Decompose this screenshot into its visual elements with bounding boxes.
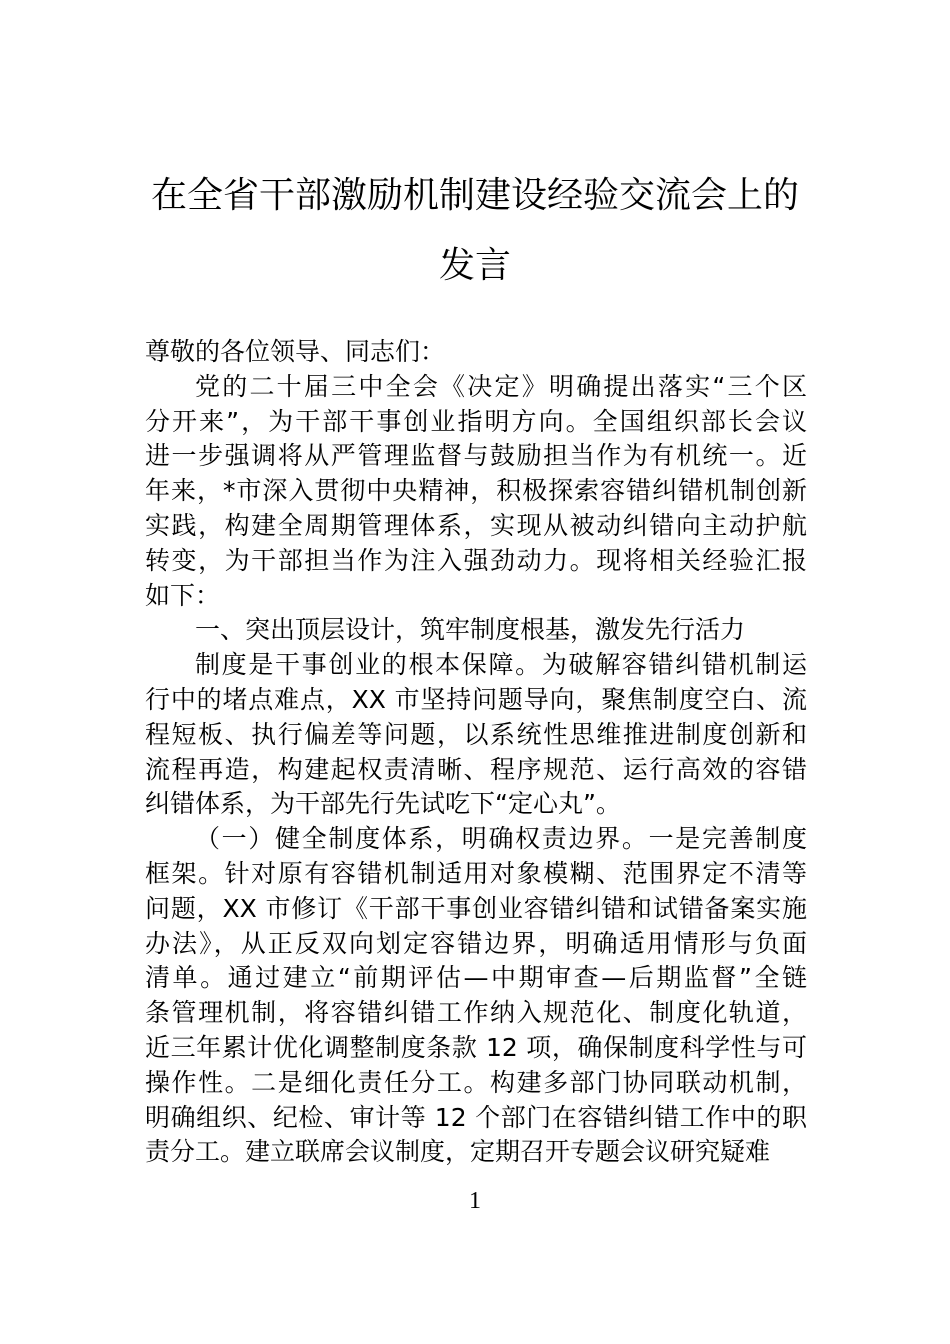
paragraph xyxy=(145,613,807,648)
text-line: 转变，为干部担当作为注入强劲动力。现将相关经验汇报 xyxy=(145,545,807,575)
text-line: 如下： xyxy=(145,580,221,610)
page-number: 1 xyxy=(469,1188,481,1214)
text-line: 尊敬的各位领导、同志们： xyxy=(145,337,446,366)
text-line: 一、突出顶层设计，筑牢制度根基，激发先行活力 xyxy=(195,615,746,645)
text-line: 纠错体系，为干部先行先试吃下“定心丸”。 xyxy=(145,789,621,819)
paragraph xyxy=(145,822,807,1170)
paragraph xyxy=(145,370,807,614)
text-line: 操作性。二是细化责任分工。构建多部门协同联动机制， xyxy=(145,1067,807,1097)
text-line: 党的二十届三中全会《决定》明确提出落实“三个区 xyxy=(195,371,807,401)
text-line: 程短板、执行偏差等问题，以系统性思维推进制度创新和 xyxy=(145,719,807,749)
text-line: （一）健全制度体系，明确权责边界。一是完善制度 xyxy=(195,824,807,854)
text-line: 近三年累计优化调整制度条款 12 项，确保制度科学性与可 xyxy=(145,1032,807,1062)
text-line: 年来，*市深入贯彻中央精神，积极探索容错纠错机制创新 xyxy=(145,476,807,506)
paragraph xyxy=(145,335,807,370)
text-line: 明确组织、纪检、审计等 12 个部门在容错纠错工作中的职 xyxy=(145,1102,807,1132)
document-title-line-1: 在全省干部激励机制建设经验交流会上的 xyxy=(150,175,799,216)
text-line: 分开来”，为干部干事创业指明方向。全国组织部长会议 xyxy=(145,406,807,436)
text-line: 框架。针对原有容错机制适用对象模糊、范围界定不清等 xyxy=(145,858,807,888)
text-line: 清单。通过建立“前期评估—中期审查—后期监督”全链 xyxy=(145,963,807,993)
text-line: 条管理机制，将容错纠错工作纳入规范化、制度化轨道， xyxy=(145,998,807,1028)
document-title-line-2: 发言 xyxy=(438,245,511,286)
text-line: 实践，构建全周期管理体系，实现从被动纠错向主动护航 xyxy=(145,510,807,540)
paragraph xyxy=(145,648,807,822)
text-line: 进一步强调将从严管理监督与鼓励担当作为有机统一。近 xyxy=(145,441,807,471)
document-body xyxy=(145,335,807,1170)
text-line: 行中的堵点难点，XX 市坚持问题导向，聚焦制度空白、流 xyxy=(145,684,807,714)
text-line: 流程再造，构建起权责清晰、程序规范、运行高效的容错 xyxy=(145,754,807,784)
text-line: 责分工。建立联席会议制度，定期召开专题会议研究疑难 xyxy=(145,1137,771,1167)
text-line: 办法》，从正反双向划定容错边界，明确适用情形与负面 xyxy=(145,928,807,958)
text-line: 问题，XX 市修订《干部干事创业容错纠错和试错备案实施 xyxy=(145,893,807,923)
text-line: 制度是干事创业的根本保障。为破解容错纠错机制运 xyxy=(195,650,807,680)
